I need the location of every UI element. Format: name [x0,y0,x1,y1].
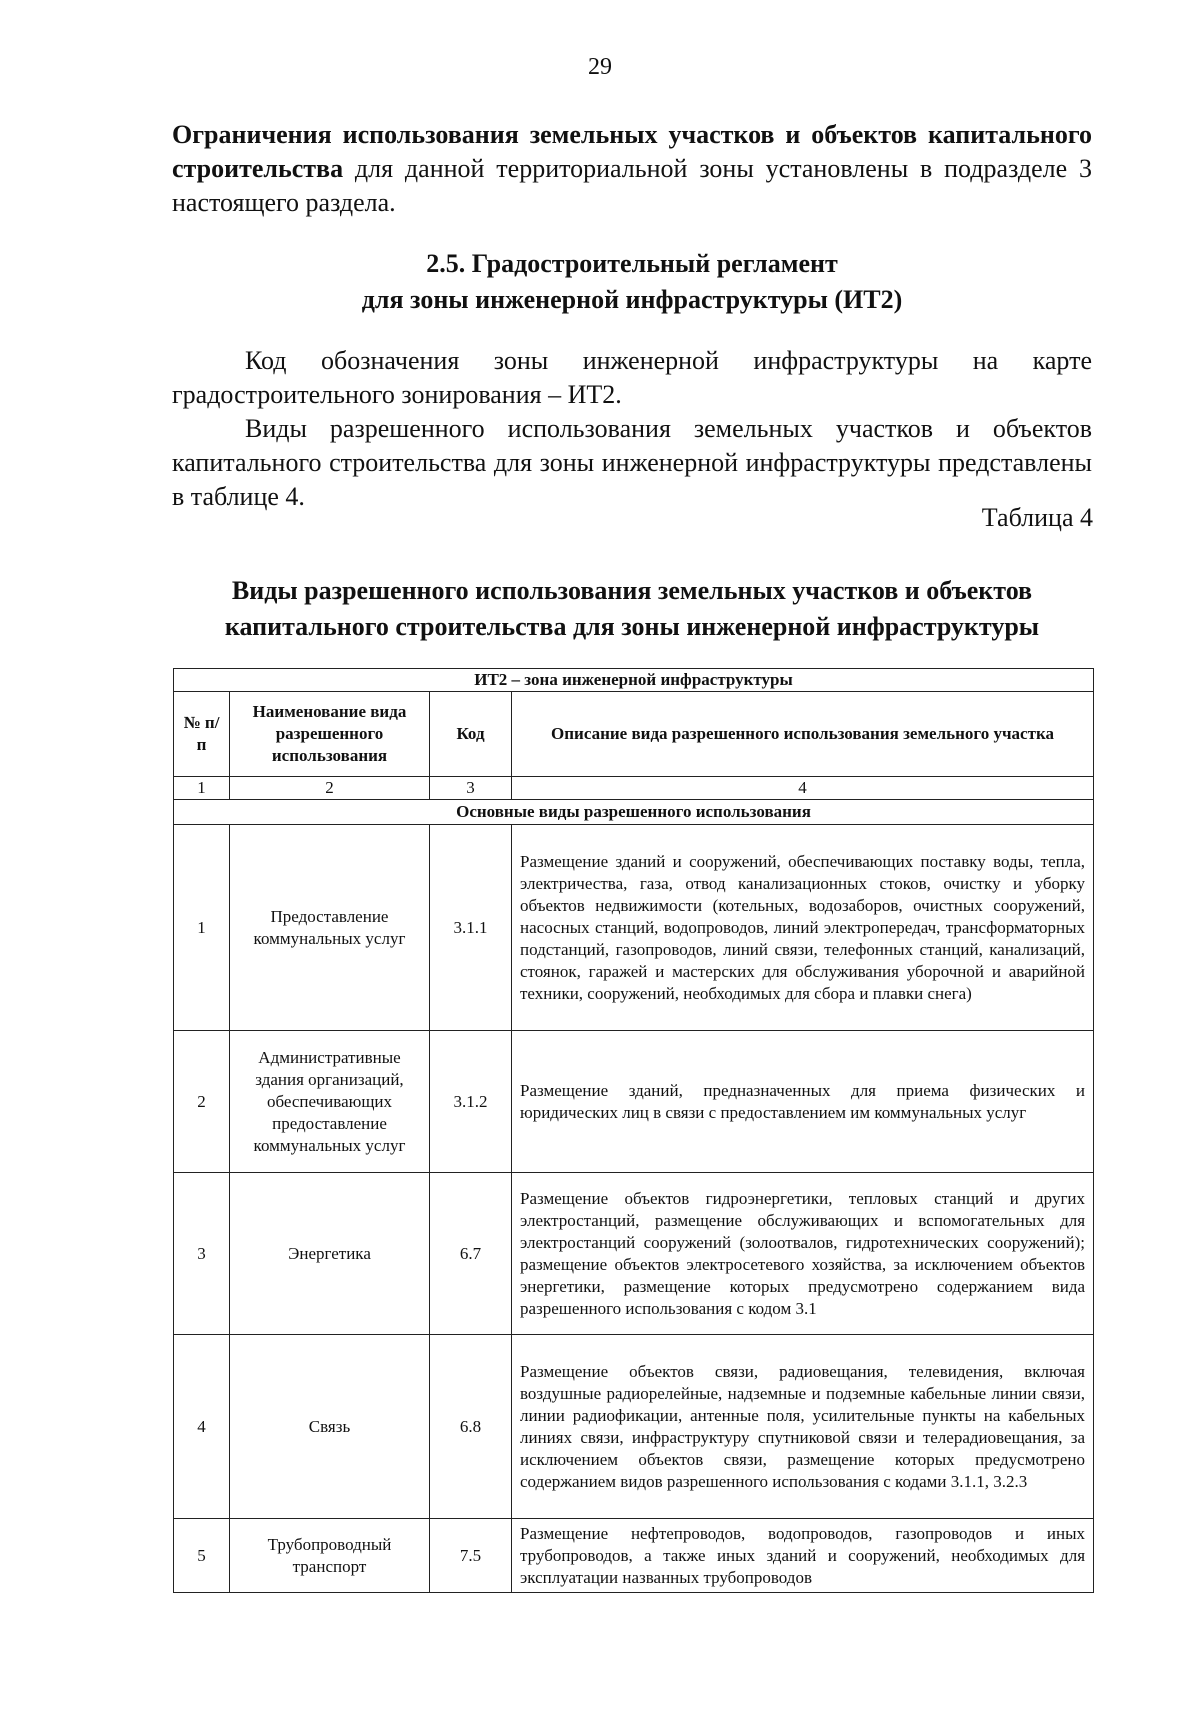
row-code: 7.5 [430,1519,512,1593]
table-label: Таблица 4 [981,503,1093,532]
paragraph-usage-types: Виды разрешенного использования земельных участков и объектов капитального строительства для зоны инженерной инфраструктуры представлены в таблице 4. [172,414,1092,511]
row-description: Размещение зданий, предназначенных для приема физических и юридических лиц в связи с предоставлением им коммунальных услуг [512,1031,1094,1173]
row-name: Трубопроводный транспорт [230,1519,430,1593]
row-description: Размещение нефтепроводов, водопроводов, газопроводов и иных трубопроводов, а также иных зданий и сооружений, необходимых для эксплуатации названных трубопроводов [512,1519,1094,1593]
row-name: Энергетика [230,1173,430,1335]
paragraph-zone-code: Код обозначения зоны инженерной инфраструктуры на карте градостроительного зонирования – ИТ2. [172,346,1092,409]
header-code: Код [430,692,512,777]
header-num: № п/п [174,692,230,777]
table-title-line-1: Виды разрешенного использования земельных участков и объектов [231,576,1033,605]
row-name: Предоставление коммунальных услуг [230,825,430,1031]
intro-bold-text: Ограничения использования земельных участков и объектов капитального строительства [172,120,1092,183]
header-description: Описание вида разрешенного использования земельного участка [512,692,1094,777]
body-text [172,344,1092,514]
section-title-line-1: 2.5. Градостроительный регламент [426,249,838,278]
table-row [174,1173,1094,1335]
col-number: 4 [512,777,1094,800]
table-row [174,1519,1094,1593]
row-name: Административные здания организаций, обеспечивающих предоставление коммунальных услуг [230,1031,430,1173]
column-header-row [174,692,1094,777]
col-number: 1 [174,777,230,800]
section-header-row [174,800,1094,825]
zone-header: ИТ2 – зона инженерной инфраструктуры [174,669,1094,692]
table-row [174,1031,1094,1173]
usage-table [173,668,1094,1593]
page-number: 29 [588,54,612,80]
intro-rest-text: для данной территориальной зоны установлены в подразделе 3 настоящего раздела. [172,154,1092,217]
col-number: 2 [230,777,430,800]
row-code: 3.1.1 [430,825,512,1031]
section-title [172,246,1092,318]
row-code: 6.7 [430,1173,512,1335]
row-description: Размещение объектов гидроэнергетики, тепловых станций и других электростанций, размещение обслуживающих и вспомогательных для электростанций сооружений (золоотвалов, гидротехнических сооружений); размещение объектов электросетевого хозяйства, за исключением объектов энергетики, размещение которых предусмотрено содержанием вида разрешенного использования с кодом 3.1 [512,1173,1094,1335]
table-row [174,825,1094,1031]
row-description: Размещение объектов связи, радиовещания, телевидения, включая воздушные радиорелейные, надземные и подземные кабельные линии связи, линии радиофикации, антенные поля, усилительные пункты на кабельных линиях связи, инфраструктуру спутниковой связи и телерадиовещания, за исключением объектов связи, размещение которых предусмотрено содержанием видов разрешенного использования с кодами 3.1.1, 3.2.3 [512,1335,1094,1519]
row-description: Размещение зданий и сооружений, обеспечивающих поставку воды, тепла, электричества, газа, отвод канализационных стоков, очистку и уборку объектов недвижимости (котельных, водозаборов, очистных сооружений, насосных станций, водопроводов, линий электропередач, трансформаторных подстанций, газопроводов, линий связи, телефонных станций, канализаций, стоянок, гаражей и мастерских для обслуживания уборочной и аварийной техники, сооружений, необходимых для сбора и плавки снега) [512,825,1094,1031]
row-name: Связь [230,1335,430,1519]
table-title-line-2: капитального строительства для зоны инженерной инфраструктуры [224,612,1040,641]
table-title [172,573,1092,645]
row-num: 3 [174,1173,230,1335]
row-code: 6.8 [430,1335,512,1519]
row-num: 5 [174,1519,230,1593]
row-num: 1 [174,825,230,1031]
row-num: 4 [174,1335,230,1519]
table-row [174,1335,1094,1519]
row-num: 2 [174,1031,230,1173]
col-number: 3 [430,777,512,800]
intro-paragraph [172,118,1092,220]
row-code: 3.1.2 [430,1031,512,1173]
column-number-row [174,777,1094,800]
header-name: Наименование вида разрешенного использования [230,692,430,777]
section-header: Основные виды разрешенного использования [174,800,1094,825]
section-title-line-2: для зоны инженерной инфраструктуры (ИТ2) [361,285,903,314]
zone-header-row [174,669,1094,692]
